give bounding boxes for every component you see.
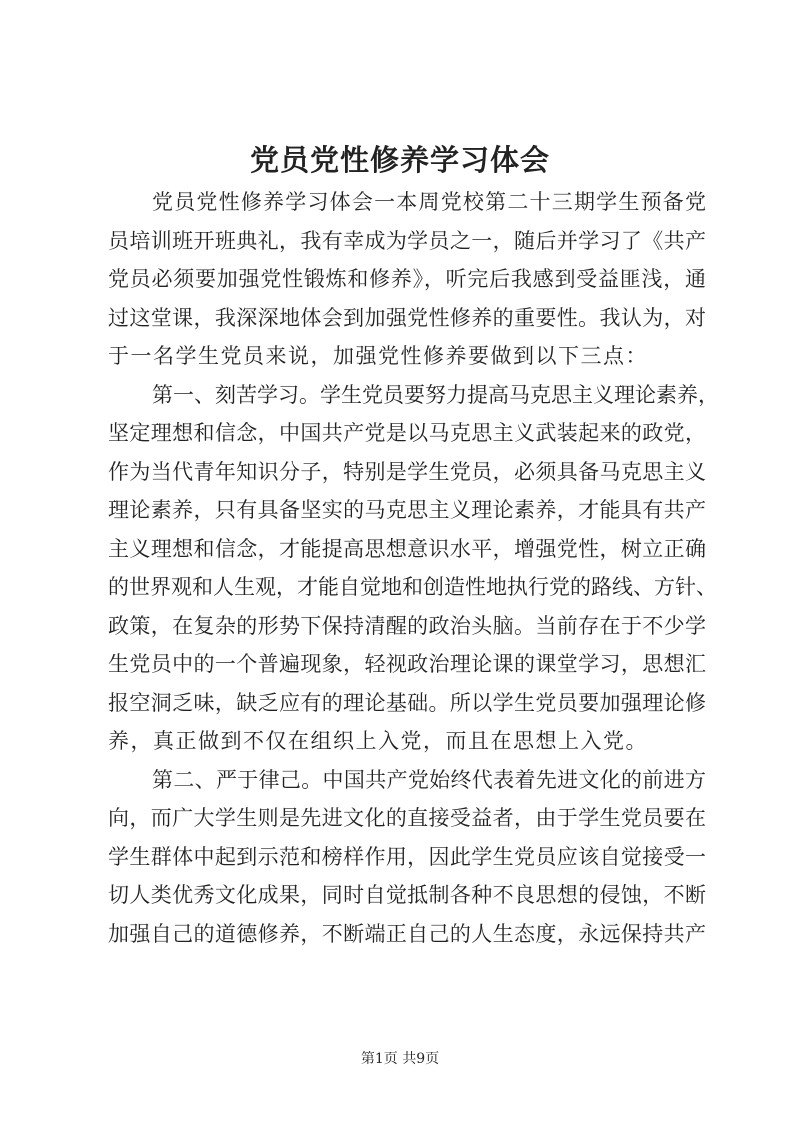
text-line: 学生群体中起到示范和榜样作用，因此学生党员应该自觉接受一 [108,844,706,869]
page-number-footer: 第1页 共9页 [360,1051,440,1067]
text-line: 作为当代青年知识分子，特别是学生党员，必须具备马克思主义 [108,459,706,484]
text-line: 坚定理想和信念，中国共产党是以马克思主义武装起来的政党， [108,421,706,445]
text-line: 党员党性修养学习体会一本周党校第二十三期学生预备党 [152,190,706,214]
text-line: 第二、严于律己。中国共产党始终代表着先进文化的前进方 [152,767,706,792]
text-line: 于一名学生党员来说，加强党性修养要做到以下三点： [108,344,648,368]
paragraph-intro [108,183,706,376]
text-line: 党员必须要加强党性锻炼和修养》，听完后我感到受益匪浅，通 [108,267,706,291]
paragraph-point-two [108,761,706,954]
text-line: 政策，在复杂的形势下保持清醒的政治头脑。当前存在于不少学 [108,613,706,638]
text-line: 的世界观和人生观，才能自觉地和创造性地执行党的路线、方针、 [108,575,717,599]
text-line: 养，真正做到不仅在组织上入党，而且在思想上入党。 [108,729,648,753]
text-line: 员培训班开班典礼，我有幸成为学员之一，随后并学习了《共产 [108,228,706,253]
paragraph-point-one [108,376,719,761]
text-line: 理论素养，只有具备坚实的马克思主义理论素养，才能具有共产 [108,498,706,522]
text-line: 向，而广大学生则是先进文化的直接受益者，由于学生党员要在 [108,806,706,830]
document-title: 党员党性修养学习体会 [249,143,550,177]
document-body [108,183,719,953]
text-line: 切人类优秀文化成果，同时自觉抵制各种不良思想的侵蚀，不断 [108,883,706,907]
text-line: 主义理想和信念，才能提高思想意识水平，增强党性，树立正确 [108,536,706,561]
text-line: 过这堂课，我深深地体会到加强党性修养的重要性。我认为，对 [108,305,706,330]
text-line: 加强自己的道德修养，不断端正自己的人生态度，永远保持共产 [108,921,706,946]
text-line: 第一、刻苦学习。学生党员要努力提高马克思主义理论素养， [152,382,719,407]
text-line: 生党员中的一个普遍现象，轻视政治理论课的课堂学习，思想汇 [108,652,706,676]
text-line: 报空洞乏味，缺乏应有的理论基础。所以学生党员要加强理论修 [108,690,706,715]
